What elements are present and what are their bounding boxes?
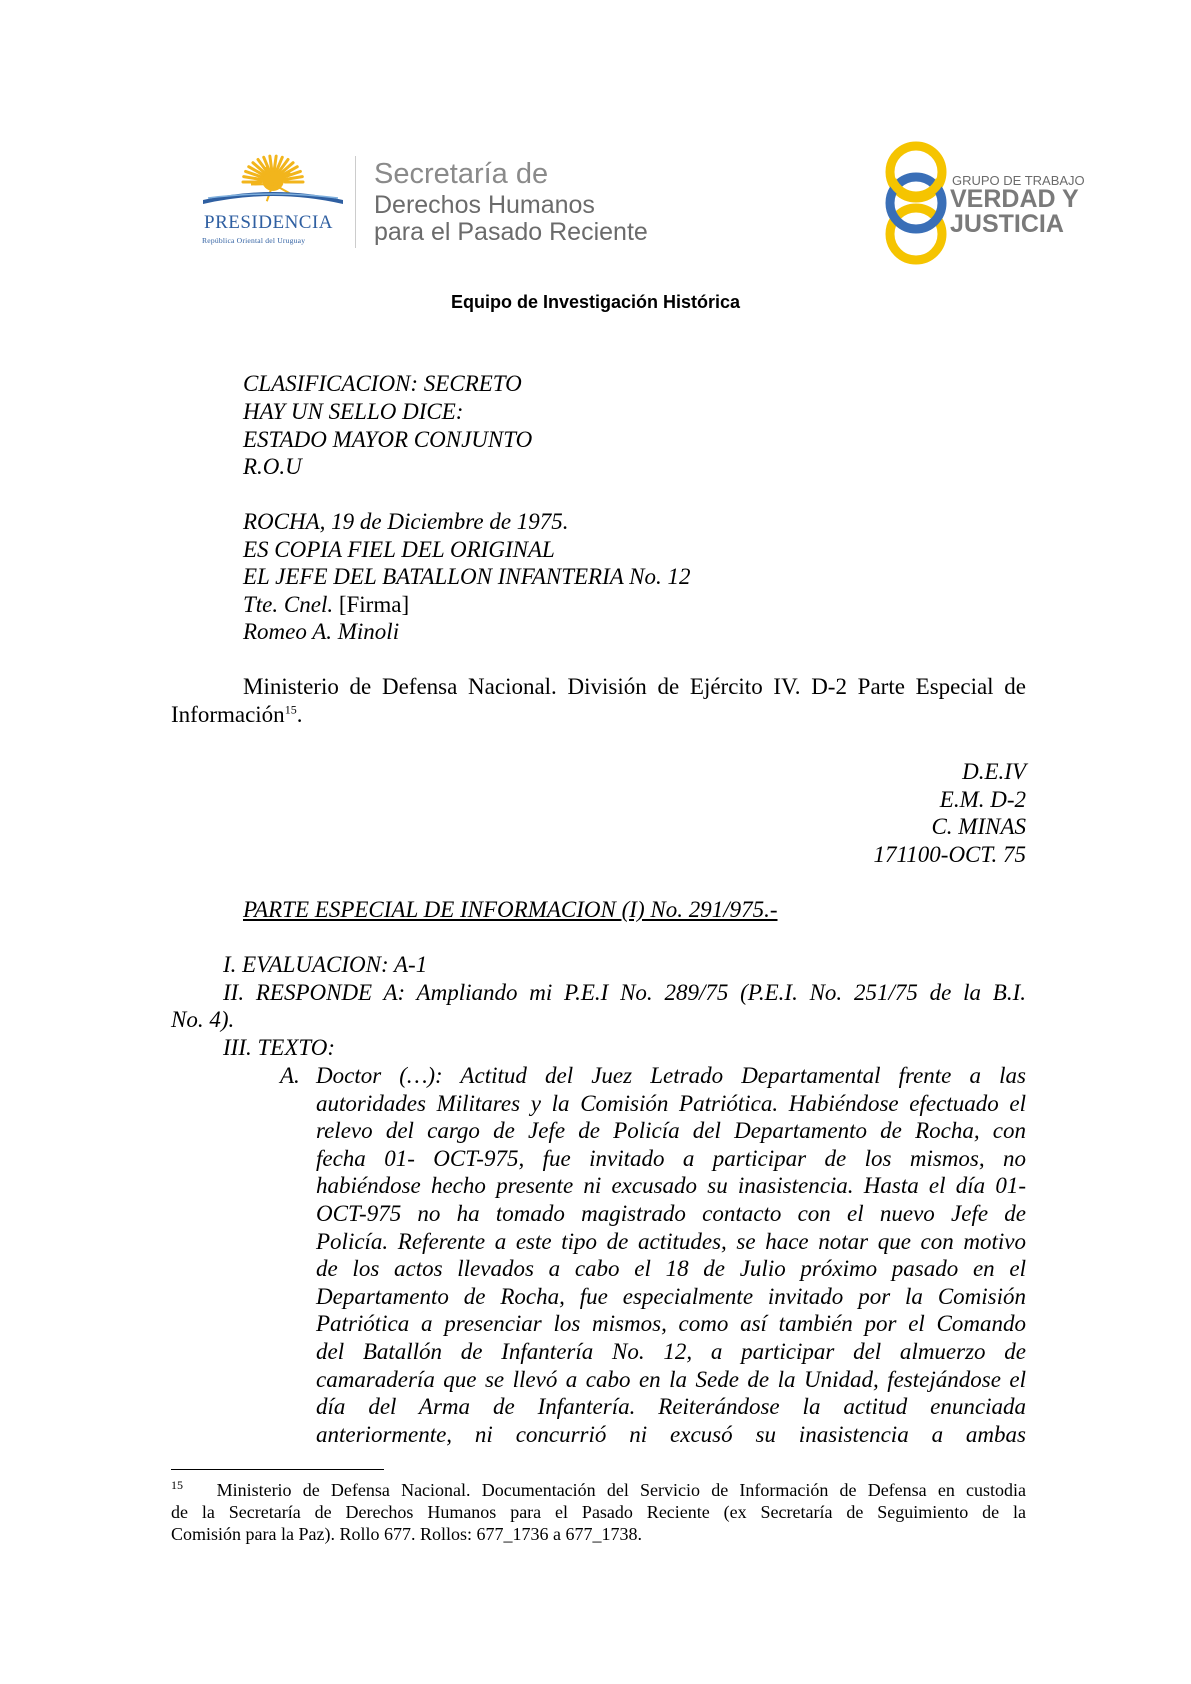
date-line: ROCHA, 19 de Diciembre de 1975. xyxy=(243,509,569,534)
footnote-line-1 xyxy=(171,1479,1026,1501)
presidencia-sub-label: República Oriental del Uruguay xyxy=(202,236,306,245)
secretaria-line-1: Secretaría de xyxy=(374,158,549,190)
footnote-line-2: de la Secretaría de Derechos Humanos para el Pasado Reciente (ex Secretaría de Seguimiento de la xyxy=(171,1502,1026,1522)
footnote-ref: 15 xyxy=(284,702,297,717)
item-a-label: A. xyxy=(280,1063,300,1088)
copy-line: ES COPIA FIEL DEL ORIGINAL xyxy=(243,537,555,562)
item-a-line: fecha 01- OCT-975, fue invitado a participar de los mismos, no xyxy=(316,1145,1026,1171)
item-i: I. EVALUACION: A-1 xyxy=(223,952,428,977)
item-a-line: Departamento de Rocha, fue especialmente invitado por la Comisión xyxy=(316,1283,1026,1309)
presidencia-label: PRESIDENCIA xyxy=(204,212,334,233)
item-a-line: Policía. Referente a este tipo de actitudes, se hace notar que con motivo xyxy=(316,1228,1026,1254)
deiv-line: D.E.IV xyxy=(962,759,1026,784)
item-a-line: Patriótica a presenciar los mismos, como así también por el Comando xyxy=(316,1311,1026,1337)
item-a-line: Doctor (…): Actitud del Juez Letrado Departamental frente a las xyxy=(316,1063,1026,1088)
rou-line: R.O.U xyxy=(243,454,302,479)
dtg-line: 171100-OCT. 75 xyxy=(873,842,1026,867)
ministerio-end: . xyxy=(296,702,303,727)
signature-line xyxy=(243,591,409,619)
stamp-line: HAY UN SELLO DICE: xyxy=(243,399,464,424)
classification-line: CLASIFICACION: SECRETO xyxy=(243,371,522,396)
footnote-rule xyxy=(171,1469,384,1470)
logo-divider xyxy=(355,156,356,248)
secretaria-line-2: Derechos Humanos xyxy=(374,191,595,219)
signer-name: Romeo A. Minoli xyxy=(243,619,400,644)
firma-text: [Firma] xyxy=(333,592,410,617)
estado-mayor-line: ESTADO MAYOR CONJUNTO xyxy=(243,427,533,452)
item-a-line: día del Arma de Infantería. Reiterándose la actitud enunciada xyxy=(316,1394,1026,1420)
item-ii-line-1: II. RESPONDE A: Ampliando mi P.E.I No. 289/75 (P.E.I. No. 251/75 de la B.I. xyxy=(223,980,1026,1005)
footnote-number: 15 xyxy=(171,1478,183,1492)
rank-text: Tte. Cnel. xyxy=(243,592,334,617)
ministerio-line-1: Ministerio de Defensa Nacional. División de Ejército IV. D-2 Parte Especial de xyxy=(243,674,1026,699)
item-a-line: relevo del cargo de Jefe de Policía del Departamento de Rocha, con xyxy=(316,1118,1026,1144)
item-a-line: OCT-975 no ha tomado magistrado contacto con el nuevo Jefe de xyxy=(316,1201,1026,1226)
em-line: E.M. D-2 xyxy=(939,787,1026,812)
ministerio-text: Información xyxy=(171,702,285,727)
footnote-line-3: Comisión para la Paz). Rollo 677. Rollos: 677_1736 a 677_1738. xyxy=(171,1524,642,1544)
grupo-line-3: JUSTICIA xyxy=(950,210,1064,238)
item-iii: III. TEXTO: xyxy=(223,1035,336,1060)
footnote-text-1: Ministerio de Defensa Nacional. Documentación del Servicio de Información de Defensa en custodia xyxy=(216,1480,1026,1500)
item-ii-line-2: No. 4). xyxy=(171,1007,235,1032)
verdad-justicia-rings-logo xyxy=(876,140,956,266)
item-a-line: anteriormente, ni concurrió ni excusó su inasistencia a ambas xyxy=(316,1421,1026,1447)
item-a-line: camaradería que se llevó a cabo en la Sede de la Unidad, festejándose el xyxy=(316,1366,1026,1392)
item-a-line: habiéndose hecho presente ni excusado su inasistencia. Hasta el día 01- xyxy=(316,1173,1026,1199)
team-title: Equipo de Investigación Histórica xyxy=(450,292,741,312)
minas-line: C. MINAS xyxy=(931,814,1026,839)
jefe-line: EL JEFE DEL BATALLON INFANTERIA No. 12 xyxy=(243,564,691,589)
item-a-line: del Batallón de Infantería No. 12, a participar del almuerzo de xyxy=(316,1339,1026,1364)
item-a-line: autoridades Militares y la Comisión Patriótica. Habiéndose efectuado el xyxy=(316,1090,1026,1116)
parte-title: PARTE ESPECIAL DE INFORMACION (I) No. 291/975.- xyxy=(243,897,778,922)
grupo-line-2: VERDAD Y xyxy=(950,185,1079,213)
footnote xyxy=(171,1479,1026,1545)
secretaria-line-3: para el Pasado Reciente xyxy=(374,218,648,246)
item-a-line: de los actos llevados a cabo el 18 de Julio próximo pasado en el xyxy=(316,1256,1026,1282)
ministerio-line-2 xyxy=(171,701,302,729)
grupo-line-1: GRUPO DE TRABAJO xyxy=(952,173,1085,188)
